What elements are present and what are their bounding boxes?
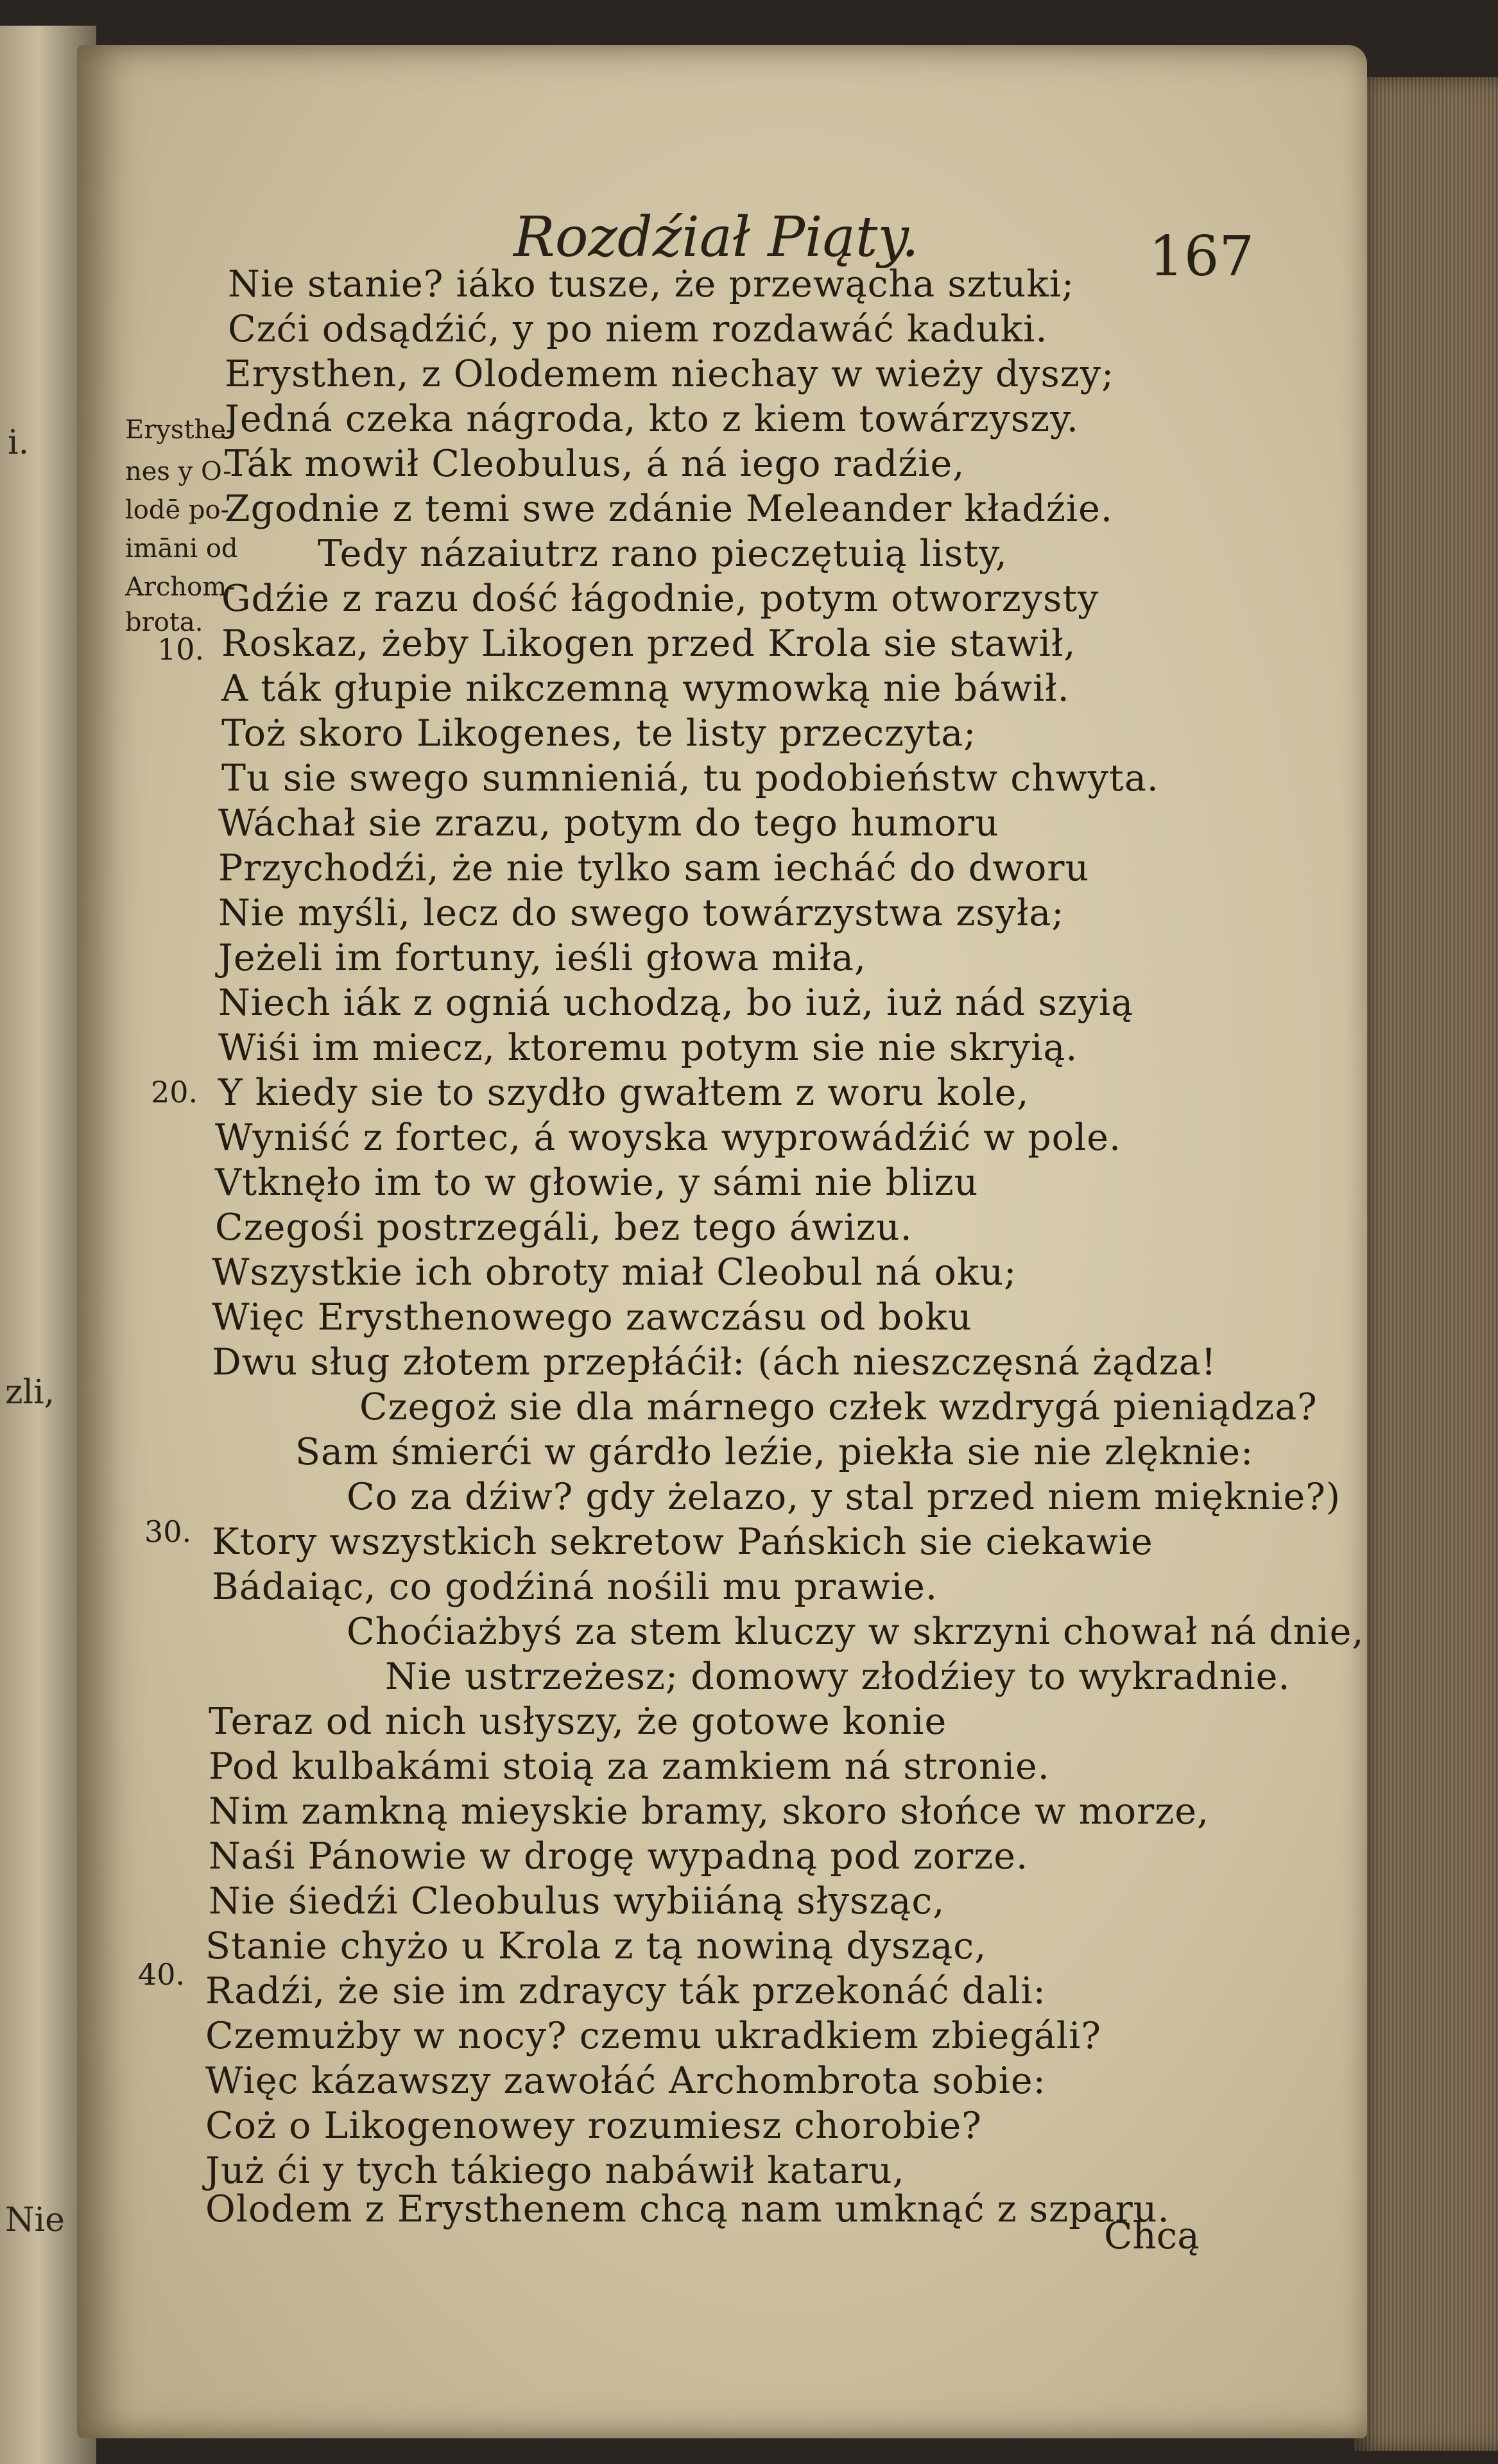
sidenote-line: Erysthe- [125,415,235,445]
poem-line: Ktory wszystkich sekretow Pańskich sie ciekawie [212,1521,1153,1563]
poem-line: A ták głupie nikczemną wymowką nie báwił. [221,667,1070,710]
poem-line: Gdźie z razu dość łágodnie, potym otworzysty [221,578,1099,620]
poem-line: Y kiedy sie to szydło gwałtem z woru kole, [218,1072,1029,1114]
left-page-fragment: zli, [5,1373,55,1412]
poem-line: Jedná czeka nágroda, kto z kiem towárzyszy. [225,398,1079,440]
poem-line: Niech iák z ogniá uchodzą, bo iuż, iuż nád szyią [218,982,1134,1024]
catchword: Chcą [1104,2214,1200,2257]
poem-line: Wszystkie ich obroty miał Cleobul ná oku; [212,1251,1017,1294]
poem-line: Dwu sług złotem przepłáćił: (ách nieszczęsná żądza! [212,1341,1217,1383]
poem-line: Nim zamkną mieyskie bramy, skoro słońce w morze, [209,1790,1210,1833]
sidenote-line: brota. [125,608,203,637]
poem-line: Nie śiedźi Cleobulus wybiiáną słysząc, [209,1880,945,1922]
poem-line: Czegośi postrzegáli, bez tego áwizu. [215,1206,913,1249]
poem-line: Wyniść z fortec, á woyska wyprowádźić w pole. [215,1116,1122,1159]
poem-line: Czći odsądźić, y po niem rozdawáć kaduki. [228,308,1048,350]
poem-line: Więc kázawszy zawołáć Archombrota sobie: [205,2060,1046,2102]
poem-line: Olodem z Erysthenem chcą nam umknąć z szparu. [205,2188,1170,2230]
sidenote-line: lodē po- [125,495,230,525]
page-number: 167 [1149,225,1255,289]
poem-line: Stanie chyżo u Krola z tą nowiną dysząc, [205,1925,987,1967]
poem-line: Vtknęło im to w głowie, y sámi nie blizu [215,1161,979,1204]
verse-line-number: 30. [144,1514,192,1549]
left-page-fragment: i. [8,424,30,462]
poem-line: Więc Erysthenowego zawczásu od boku [212,1296,972,1339]
sidenote-line: nes y O- [125,457,232,486]
poem-line: Czemużby w nocy? czemu ukradkiem zbiegáli? [205,2015,1101,2057]
verse-line-number: 10. [157,632,205,667]
poem-line: Choćiażbyś za stem kluczy w skrzyni chował ná dnie, [347,1611,1365,1653]
poem-line: Teraz od nich usłyszy, że gotowe konie [209,1700,947,1743]
poem-line: Tedy názaiutrz rano pieczętuią listy, [318,533,1008,575]
poem-line: Czegoż sie dla márnego człek wzdrygá pieniądza? [359,1386,1318,1428]
poem-line: Co za dźiw? gdy żelazo, y stal przed niem mięknie?) [347,1476,1341,1518]
poem-line: Jeżeli im fortuny, ieśli głowa miła, [218,937,867,979]
poem-line: Tu sie swego sumnieniá, tu podobieństw chwyta. [221,757,1159,800]
poem-line: Już ći y tych tákiego nabáwił kataru, [205,2150,905,2192]
poem-line: Przychodźi, że nie tylko sam iecháć do dworu [218,847,1090,889]
poem-line: Nie ustrzeżesz; domowy złodźiey to wykradnie. [385,1656,1291,1698]
poem-line: Roskaz, żeby Likogen przed Krola sie stawił, [221,622,1076,665]
poem-line: Radźi, że sie im zdraycy ták przekonáć dali: [205,1970,1046,2012]
sidenote-line: Archom- [125,572,236,602]
poem-line: Pod kulbakámi stoią za zamkiem ná stronie. [209,1745,1050,1788]
poem-line: Erysthen, z Olodemem niechay w wieży dyszy; [225,353,1115,395]
poem-line: Sam śmierći w gárdło leźie, piekła sie nie zlęknie: [295,1431,1254,1473]
poem-line: Zgodnie z temi swe zdánie Meleander kładźie. [225,488,1114,530]
verse-line-number: 20. [151,1075,198,1109]
poem-line: Toż skoro Likogenes, te listy przeczyta; [221,712,977,755]
poem-line: Coż o Likogenowey rozumiesz chorobie? [205,2105,982,2147]
poem-line: Naśi Pánowie w drogę wypadną pod zorze. [209,1835,1029,1878]
poem-line: Wáchał sie zrazu, potym do tego humoru [218,802,999,844]
page-fore-edge [1354,77,1498,2451]
verse-line-number: 40. [138,1957,185,1992]
running-head: Rozdźiał Piąty. [513,205,919,270]
sidenote-line: imāni od [125,534,238,563]
poem-line: Wiśi im miecz, ktoremu potym sie nie skryią. [218,1027,1078,1069]
poem-line: Nie myśli, lecz do swego towárzystwa zsyła; [218,892,1065,934]
poem-line: Nie stanie? iáko tusze, że przewącha sztuki; [228,263,1075,305]
left-page-fragment: Nie [5,2201,65,2239]
poem-line: Ták mowił Cleobulus, á ná iego radźie, [225,443,965,485]
poem-line: Bádaiąc, co godźiná nośili mu prawie. [212,1566,938,1608]
